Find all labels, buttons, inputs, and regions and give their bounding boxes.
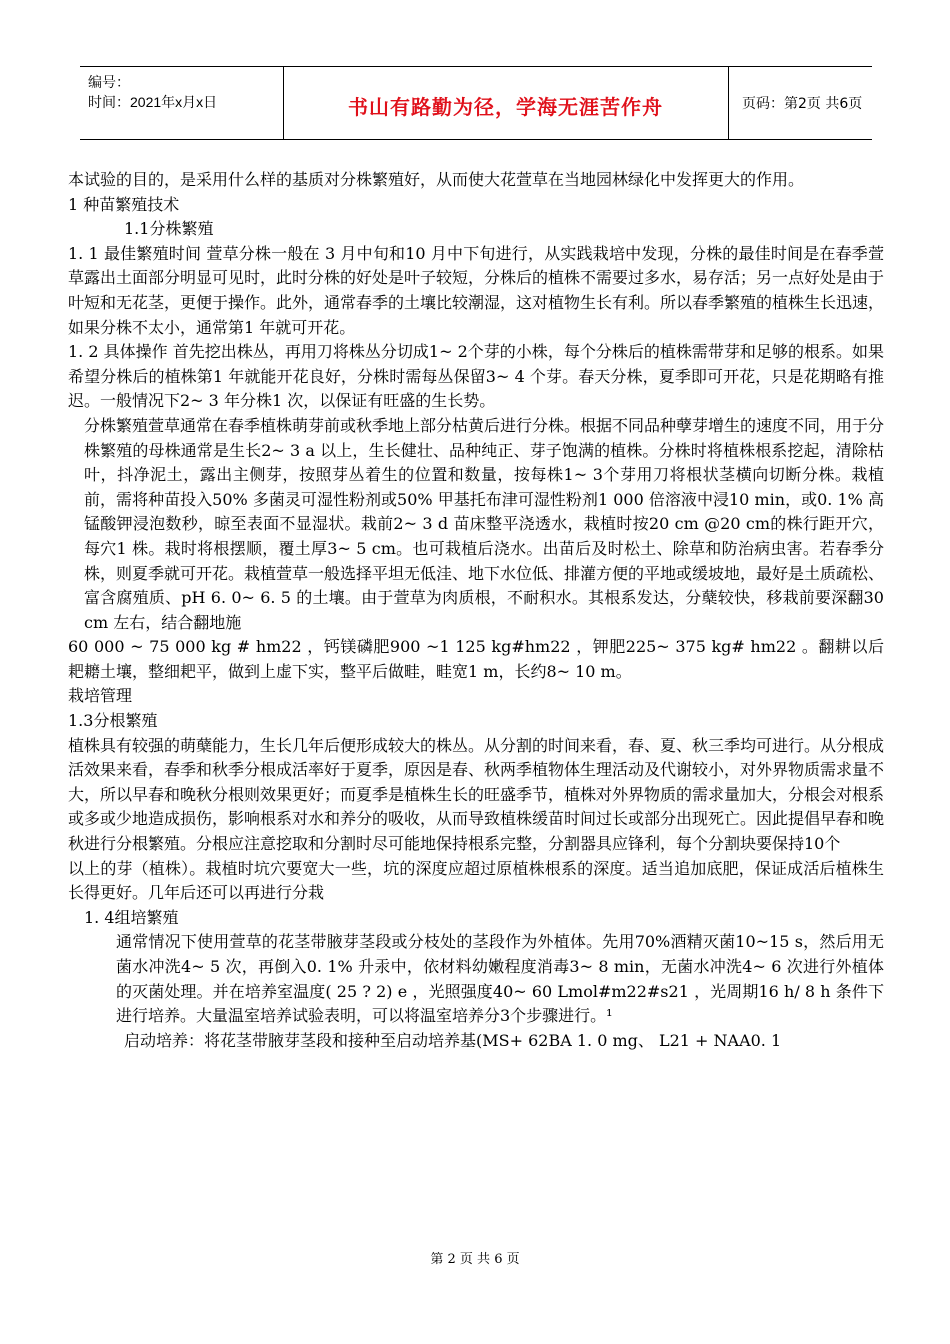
document-date-label: 时间：2021年x月x日 [88, 94, 218, 110]
header-motto-cell [283, 67, 729, 139]
paragraph-tissue-culture: 通常情况下使用萱草的花茎带腋芽茎段或分枝处的茎段作为外植体。先用70%酒精灭菌10~15 s，然后用无菌水冲洗4~ 5 次，再倒入0. 1% 升汞中，依材料幼嫩程度消毒3~ 8 min，无菌水冲洗4~ 6 次进行外植体的灭菌处理。并在培养室温度( 25 ? 2) e ，光照强度40~ 60 Lmol#m22#s21 ，光周期16 h/ 8 h 条件下进行培养。大量温室培养试验表明，可以将温室培养分3个步骤进行。¹ [116, 932, 884, 1026]
subsection-heading-root-division: 1.3分根繁殖 [68, 711, 158, 731]
section-heading-propagation: 1 种苗繁殖技术 [68, 194, 180, 214]
header-motto: 书山有路勤为径，学海无涯苦作舟 [348, 95, 663, 119]
header-page-cell [728, 67, 872, 139]
paragraph-best-time: 1. 1 最佳繁殖时间 萱草分株一般在 3 月中旬和10 月中下旬进行，从实践栽培中发现，分株的最佳时间是在春季萱草露出土面部分明显可见时，此时分株的好处是叶子较短，分株后的植株不需要过多水，易存活；另一点好处是由于叶短和无花茎，更便于操作。此外，通常春季的土壤比较潮湿，这对植物生长有利。所以春季繁殖的植株生长迅速，如果分株不太小，通常第1 年就可开花。 [68, 243, 885, 337]
paragraph-root-division: 植株具有较强的萌蘖能力，生长几年后便形成较大的株丛。从分割的时间来看，春、夏、秋三季均可进行。从分根成活效果来看，春季和秋季分根成活率好于夏季，原因是春、秋两季植物体生理活动及代谢较小，对外界物质需求量不大，所以早春和晚秋分根则效果更好；而夏季是植株生长的旺盛季节，植株对外界物质的需求量加大，分根会对根系或多或少地造成损伤，影响根系对水和养分的吸收，从而导致植株缓苗时间过长或部分出现死亡。因此提倡早春和晚秋进行分根繁殖。分根应注意挖取和分割时尽可能地保持根系完整，分割器具应锋利，每个分割块要保持10个 [68, 735, 885, 854]
subsection-heading-division: 1.1分株繁殖 [124, 219, 214, 239]
paragraph-purpose: 本试验的目的，是采用什么样的基质对分株繁殖好，从而使大花萱草在当地园林绿化中发挥更大的作用。 [68, 170, 805, 189]
header-meta-cell [80, 67, 284, 139]
page-footer: 第 2 页 共 6 页 [430, 1252, 520, 1267]
paragraph-planting: 以上的芽（植株）。栽植时坑穴要宽大一些，坑的深度应超过原植株根系的深度。适当追加底肥，保证成活后植株生长得更好。几年后还可以再进行分栽 [68, 858, 884, 903]
document-number-label: 编号： [88, 74, 130, 90]
subsection-heading-tissue-culture: 1. 4组培繁殖 [84, 907, 179, 927]
document-body [68, 168, 884, 1053]
page-header [80, 66, 872, 140]
paragraph-startup-culture: 启动培养：将花茎带腋芽茎段和接种至启动培养基(MS+ 62BA 1. 0 mg、 L21 + NAA0. 1 [124, 1030, 782, 1050]
header-page-info: 页码：第2页 共6页 [742, 96, 863, 112]
paragraph-operation: 1. 2 具体操作 首先挖出株丛，再用刀将株丛分切成1~ 2个芽的小株，每个分株后的植株需带芽和足够的根系。如果希望分株后的植株第1 年就能开花良好，分株时需每丛保留3~ 4 个芽。春天分株，夏季即可开花，只是花期略有推迟。一般情况下2~ 3 年分株1 次，以保证有旺盛的生长势。 [68, 342, 884, 411]
paragraph-division-details: 分株繁殖萱草通常在春季植株萌芽前或秋季地上部分枯黄后进行分株。根据不同品种孽芽增生的速度不同，用于分株繁殖的母株通常是生长2~ 3 a 以上，生长健壮、品种纯正、芽子饱满的植株。分株时将植株根系挖起，清除枯叶，抖净泥土，露出主侧芽，按照芽丛着生的位置和数量，按每株1~ 3个芽用刀将根状茎横向切断分株。栽植前，需将种苗投入50% 多菌灵可湿性粉剂或50% 甲基托布津可湿性粉剂1 000 倍溶液中浸10 min，或0. 1% 高锰酸钾浸泡数秒，晾至表面不显湿状。栽前2~ 3 d 苗床整平浇透水，栽植时按20 cm @20 cm的株行距开穴，每穴1 株。栽时将根摆顺，覆土厚3~ 5 cm。也可栽植后浇水。出苗后及时松土、除草和防治病虫害。若春季分株，则夏季就可开花。栽植萱草一般选择平坦无低洼、地下水位低、排灌方便的平地或缓坡地，最好是土质疏松、富含腐殖质、pH 6. 0~ 6. 5 的土壤。由于萱草为肉质根，不耐积水。其根系发达，分蘖较快，移栽前要深翻30 cm 左右，结合翻地施 [84, 415, 885, 632]
heading-cultivation: 栽培管理 [68, 686, 133, 706]
paragraph-fertilizer: 60 000 ~ 75 000 kg # hm22 ，钙镁磷肥900 ~1 125 kg#hm22 ，钾肥225~ 375 kg# hm22 。翻耕以后耙耱土壤，整细耙平，做到上虚下实，整平后做畦，畦宽1 m，长约8~ 10 m。 [68, 637, 884, 681]
